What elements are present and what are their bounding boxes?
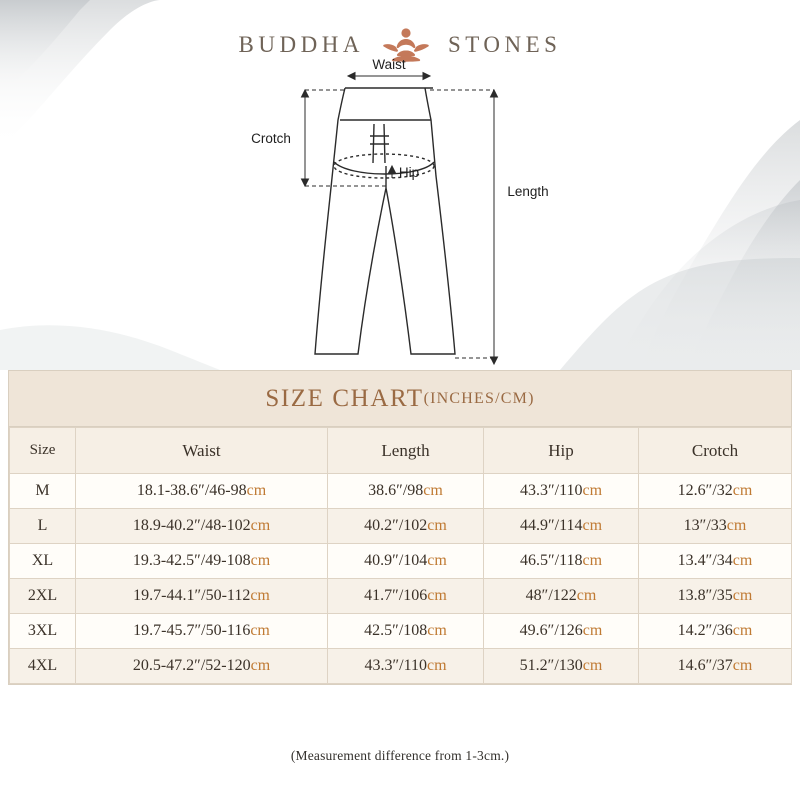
cell-waist: [76, 509, 328, 544]
value-inches-cm: 12.6″/32: [677, 482, 733, 499]
table-body: [10, 474, 792, 684]
value-inches-cm: 14.6″/37: [677, 657, 733, 674]
unit-label: cm: [726, 517, 747, 534]
value-inches-cm: 38.6″/98: [368, 482, 424, 499]
value-inches-cm: 46.5″/118: [519, 552, 583, 569]
cell-waist: [76, 474, 328, 509]
cell-size: L: [10, 509, 76, 544]
size-table: [9, 427, 792, 684]
size-chart-title-main: SIZE CHART: [265, 384, 424, 412]
value-inches-cm: 18.9-40.2″/48-102: [132, 517, 251, 534]
cell-crotch: [639, 579, 792, 614]
value-inches-cm: 20.5-47.2″/52-120: [132, 657, 251, 674]
value-inches-cm: 41.7″/106: [364, 587, 428, 604]
column-header-crotch: Crotch: [639, 428, 792, 474]
cell-hip: [484, 509, 639, 544]
cell-waist: [76, 544, 328, 579]
unit-label: cm: [250, 657, 271, 674]
cell-size: 4XL: [10, 649, 76, 684]
column-header-hip: Hip: [484, 428, 639, 474]
unit-label: cm: [427, 552, 447, 569]
cell-crotch: [639, 544, 792, 579]
value-inches-cm: 48″/122: [525, 587, 577, 604]
value-inches-cm: 19.3-42.5″/49-108: [132, 552, 251, 569]
cell-length: [328, 649, 484, 684]
value-inches-cm: 40.2″/102: [364, 517, 428, 534]
column-header-size: Size: [10, 428, 76, 474]
brand-word-right: STONES: [447, 32, 562, 57]
size-chart-title-units: (INCHES/CM): [423, 389, 535, 407]
cell-length: [328, 544, 484, 579]
unit-label: cm: [250, 622, 270, 639]
cell-waist: [76, 579, 328, 614]
cell-length: [328, 614, 484, 649]
table-row: [10, 614, 792, 649]
cell-crotch: [639, 509, 792, 544]
table-row: [10, 579, 792, 614]
cell-hip: [484, 474, 639, 509]
unit-label: cm: [250, 587, 270, 604]
cell-size: 3XL: [10, 614, 76, 649]
unit-label: cm: [250, 517, 271, 534]
value-inches-cm: 44.9″/114: [519, 517, 583, 534]
value-inches-cm: 19.7-45.7″/50-116: [133, 622, 251, 639]
value-inches-cm: 43.3″/110: [519, 482, 583, 499]
hip-label: Hip: [398, 165, 420, 180]
table-row: [10, 649, 792, 684]
value-inches-cm: 13.8″/35: [677, 587, 733, 604]
value-inches-cm: 40.9″/104: [364, 552, 428, 569]
unit-label: cm: [732, 552, 753, 569]
value-inches-cm: 18.1-38.6″/46-98: [136, 482, 247, 499]
value-inches-cm: 51.2″/130: [519, 657, 583, 674]
brand-word-left: BUDDHA: [238, 32, 364, 57]
table-row: [10, 544, 792, 579]
unit-label: cm: [426, 657, 447, 674]
unit-label: cm: [732, 482, 753, 499]
measurement-note: (Measurement difference from 1-3cm.): [290, 748, 510, 763]
unit-label: cm: [246, 482, 267, 499]
cell-length: [328, 579, 484, 614]
length-label: Length: [507, 184, 549, 199]
unit-label: cm: [582, 552, 603, 569]
value-inches-cm: 14.2″/36: [677, 622, 733, 639]
cell-crotch: [639, 614, 792, 649]
unit-label: cm: [582, 622, 603, 639]
size-chart: [8, 370, 792, 685]
unit-label: cm: [427, 622, 447, 639]
column-header-waist: Waist: [76, 428, 328, 474]
value-inches-cm: 13.4″/34: [677, 552, 733, 569]
unit-label: cm: [427, 517, 447, 534]
column-header-length: Length: [328, 428, 484, 474]
pants-measurement-diagram: [0, 58, 800, 368]
cell-hip: [484, 579, 639, 614]
unit-label: cm: [582, 517, 603, 534]
cell-hip: [484, 614, 639, 649]
unit-label: cm: [427, 587, 447, 604]
unit-label: cm: [732, 587, 753, 604]
cell-size: XL: [10, 544, 76, 579]
cell-crotch: [639, 474, 792, 509]
unit-label: cm: [582, 482, 603, 499]
cell-crotch: [639, 649, 792, 684]
waist-label: Waist: [372, 58, 406, 72]
cell-hip: [484, 649, 639, 684]
table-row: [10, 474, 792, 509]
value-inches-cm: 42.5″/108: [364, 622, 428, 639]
table-row: [10, 509, 792, 544]
crotch-label: Crotch: [251, 131, 291, 146]
unit-label: cm: [582, 657, 603, 674]
value-inches-cm: 13″/33: [683, 517, 727, 534]
unit-label: cm: [250, 552, 271, 569]
value-inches-cm: 43.3″/110: [364, 657, 427, 674]
unit-label: cm: [732, 657, 753, 674]
cell-length: [328, 509, 484, 544]
unit-label: cm: [732, 622, 753, 639]
cell-length: [328, 474, 484, 509]
cell-size: 2XL: [10, 579, 76, 614]
cell-hip: [484, 544, 639, 579]
cell-size: M: [10, 474, 76, 509]
size-chart-title: [9, 371, 791, 427]
cell-waist: [76, 614, 328, 649]
unit-label: cm: [423, 482, 443, 499]
cell-waist: [76, 649, 328, 684]
unit-label: cm: [576, 587, 597, 604]
table-header-row: [10, 428, 792, 474]
value-inches-cm: 49.6″/126: [519, 622, 583, 639]
value-inches-cm: 19.7-44.1″/50-112: [133, 587, 251, 604]
